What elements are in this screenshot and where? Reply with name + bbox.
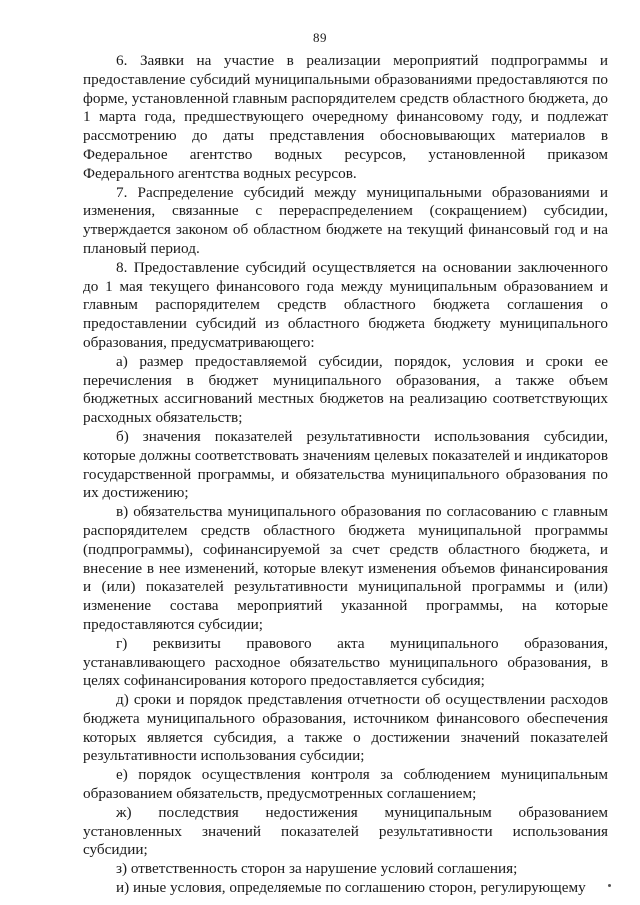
- scan-speck: [608, 884, 611, 887]
- page-number: 89: [313, 30, 327, 45]
- item-e: е) порядок осуществления контроля за соблюдением муниципальным образованием обязательств, предусмотренных соглашением;: [83, 766, 608, 803]
- item-a: а) размер предоставляемой субсидии, порядок, условия и сроки ее перечисления в бюджет муниципального образования, а также объем бюджетных ассигнований местных бюджетов на реализацию соответствующих расходных обязательств;: [83, 352, 608, 427]
- paragraph-6: 6. Заявки на участие в реализации мероприятий подпрограммы и предоставление субсидий муниципальными образованиями предоставляются по форме, установленной главным распорядителем средств областного бюджета, до 1 марта года, предшествующего очередному финансовому году, и подлежат рассмотрению до даты представления обосновывающих материалов в Федеральное агентство водных ресурсов, установленной приказом Федерального агентства водных ресурсов.: [83, 52, 608, 182]
- paragraph-8: 8. Предоставление субсидий осуществляется на основании заключенного до 1 мая текущего финансового года между муниципальным образованием и главным распорядителем средств областного бюджета соглашения о предоставлении субсидий из областного бюджета бюджету муниципального образования, предусматривающего:: [83, 258, 608, 351]
- body-text: [83, 52, 608, 898]
- item-i: и) иные условия, определяемые по соглашению сторон, регулирующему: [116, 879, 586, 897]
- paragraph-7: 7. Распределение субсидий между муниципальными образованиями и изменения, связанные с перераспределением (сокращением) субсидии, утверждается законом об областном бюджете на текущий финансовый год и на плановый период.: [83, 183, 608, 257]
- item-v: в) обязательства муниципального образования по согласованию с главным распорядителем средств областного бюджета муниципальной программы (подпрограммы), софинансируемой за счет средств областного бюджета, и внесение в нее изменений, которые влекут изменения объемов финансирования и (или) показателей результативности муниципальной программы и (или) изменение состава мероприятий указанной программы, на которые предоставляются субсидии;: [83, 503, 608, 633]
- item-b: б) значения показателей результативности использования субсидии, которые должны соответствовать значениям целевых показателей и индикаторов государственной программы, и обязательства муниципального образования по их достижению;: [83, 427, 608, 502]
- item-d: д) сроки и порядок представления отчетности об осуществлении расходов бюджета муниципального образования, источником финансового обеспечения которых является субсидия, а также о достижении значений показателей результативности использования субсидии;: [83, 691, 608, 765]
- item-zh: ж) последствия недостижения муниципальным образованием установленных значений показателей результативности использования субсидии;: [83, 803, 608, 859]
- item-g: г) реквизиты правового акта муниципального образования, устанавливающего расходное обязательство муниципального образования, в целях софинансирования которого предоставляется субсидия;: [83, 634, 608, 690]
- item-z: з) ответственность сторон за нарушение условий соглашения;: [116, 860, 518, 878]
